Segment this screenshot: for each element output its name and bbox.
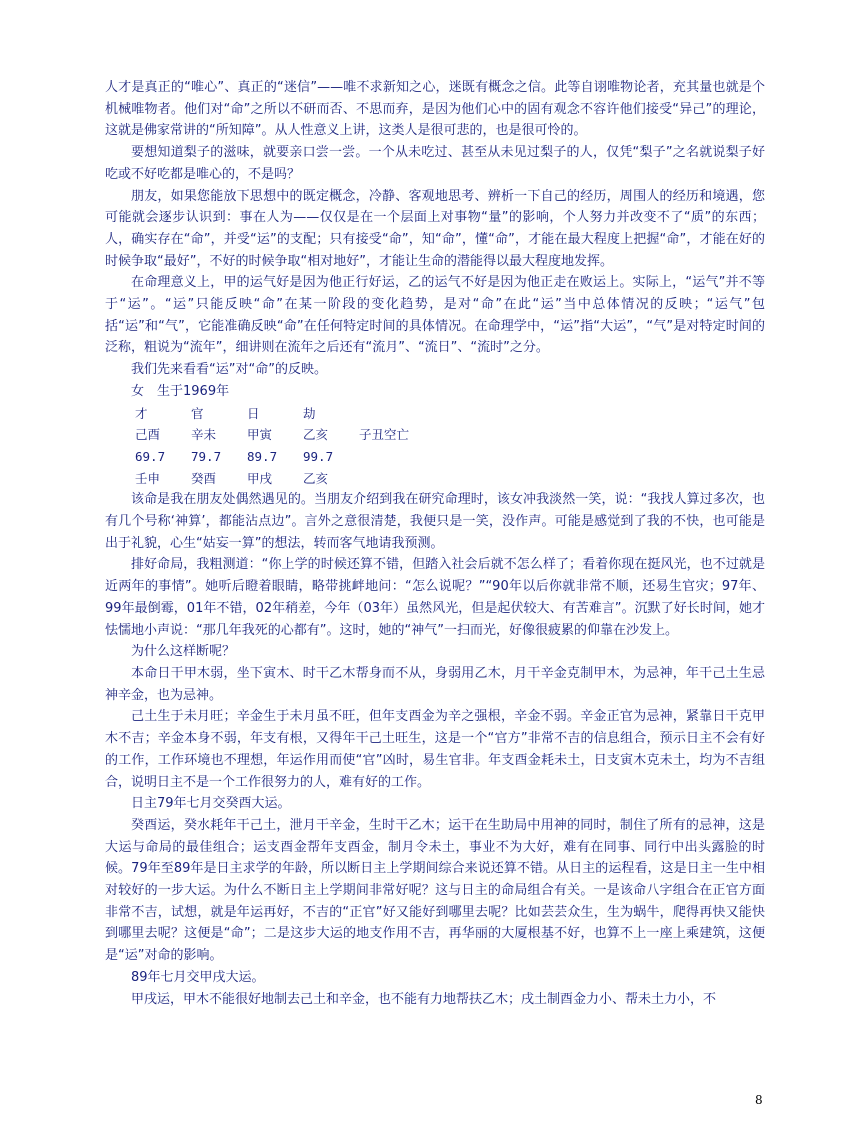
paragraph: 人才是真正的“唯心”、真正的“迷信”——唯不求新知之心，迷既有概念之信。此等自诩唯物论者，充其量也就是个机械唯物者。他们对“命”之所以不研而否、不思而弃，是因为他们心中的固有观念不容许他们接受“异己”的理论，这就是佛家常讲的“所知障”。从人性意义上讲，这类人是很可悲的，也是很可怜的。: [105, 80, 765, 139]
paragraph: 89年七月交甲戌大运。: [131, 969, 265, 985]
chart-cell: 乙亥: [303, 470, 329, 486]
chart-row-gods: [105, 403, 765, 425]
page-number: 8: [755, 1093, 763, 1107]
chart-cell: 乙亥: [303, 427, 329, 443]
paragraph: 要想知道梨子的滋味，就要亲口尝一尝。一个从未吃过、甚至从未见过梨子的人，仅凭“梨子”之名就说梨子好吃或不好吃都是唯心的，不是吗？: [105, 145, 765, 182]
chart-row-ages: [105, 446, 765, 468]
chart-row-luck: [105, 468, 765, 490]
paragraph: 该命是我在朋友处偶然遇见的。当朋友介绍到我在研究命理时，该女冲我淡然一笑，说：“我找人算过多次，也有几个号称‘神算’，都能沾点边”。言外之意很清楚，我便只是一笑，没作声。可能是感觉到了我的不快，也可能是出于礼貌，心生“姑妄一算”的想法，转而客气地请我预测。: [105, 492, 765, 551]
birth-line: 女 生于1969年: [131, 383, 230, 399]
chart-cell: 辛未: [191, 427, 217, 443]
paragraph: 己土生于未月旺；辛金生于未月虽不旺，但年支酉金为辛之强根，辛金不弱。辛金正官为忌神，紧靠日干克甲木不吉；辛金本身不弱，年支有根，又得年干己土旺生，这是一个“官方”非常不吉的信息组合，预示日主不会有好的工作，工作环境也不理想，年运作用而使“官”凶时，易生官非。年支酉金耗未土，日支寅木克未土，均为不吉组合，说明日主不是一个工作很努力的人，难有好的工作。: [105, 709, 765, 790]
paragraph: 日主79年七月交癸酉大运。: [131, 796, 291, 812]
paragraph: 在命理意义上，甲的运气好是因为他正行好运，乙的运气不好是因为他正走在败运上。实际上，“运气”并不等于“运”。“运”只能反映“命”在某一阶段的变化趋势，是对“命”在此“运”当中总体情况的反映；“运气”包括“运”和“气”，它能准确反映“命”在任何特定时间的具体情况。在命理学中，“运”指“大运”，“气”是对特定时间的泛称，粗说为“流年”，细讲则在流年之后还有“流月”、“流日”、“流时”之分。: [105, 275, 765, 356]
chart-cell: 89.7: [247, 448, 278, 464]
void-note: 子丑空亡: [359, 427, 410, 443]
chart-cell: 癸酉: [191, 470, 217, 486]
chart-cell: 才: [135, 405, 148, 421]
bazi-chart: [105, 403, 765, 490]
paragraphs-top: [105, 77, 765, 403]
chart-cell: 69.7: [135, 448, 166, 464]
chart-cell: 官: [191, 405, 204, 421]
chart-cell: 劫: [303, 405, 316, 421]
chart-cell: 己酉: [135, 427, 161, 443]
chart-cell: 日: [247, 405, 260, 421]
paragraph: 排好命局，我粗测道：“你上学的时候还算不错，但踏入社会后就不怎么样了；看着你现在挺风光，也不过就是近两年的事情”。她听后瞪着眼睛，略带挑衅地问：“怎么说呢？”“90年以后你就非常不顺，还易生官灾；97年、99年最倒霉，01年不错，02年稍差，今年（03年）虽然风光，但是起伏较大、有苦难言”。沉默了好长时间，她才怯懦地小声说：“那几年我死的心都有”。这时，她的“神气”一扫而光，好像很疲累的仰靠在沙发上。: [105, 557, 765, 638]
chart-cell: 甲寅: [247, 427, 273, 443]
chart-row-pillars: [105, 424, 765, 446]
chart-cell: 99.7: [303, 448, 334, 464]
paragraphs-bottom: [105, 489, 765, 1010]
chart-cell: 79.7: [191, 448, 222, 464]
paragraph: 本命日干甲木弱，坐下寅木、时干乙木帮身而不从，身弱用乙木，月干辛金克制甲木，为忌神，年干己土生忌神辛金，也为忌神。: [105, 665, 765, 703]
paragraph: 癸酉运，癸水耗年干己土，泄月干辛金，生时干乙木；运干在生助局中用神的同时，制住了所有的忌神，这是大运与命局的最佳组合；运支酉金帮年支酉金，制月令未土，事业不为大好，难有在同事、同行中出头露脸的时候。79年至89年是日主求学的年龄，所以断日主上学期间综合来说还算不错。从日主的运程看，这是日主一生中相对较好的一步大运。为什么不断日主上学期间非常好呢？这与日主的命局组合有关。一是该命八字组合在正官方面非常不吉，试想，就是年运再好，不吉的“正官”好又能好到哪里去呢？比如芸芸众生，生为蜗牛，爬得再快又能快到哪里去呢？这便是“命”；二是这步大运的地支作用不吉，再华丽的大厦根基不好，也算不上一座上乘建筑，这便是“运”对命的影响。: [105, 817, 765, 964]
paragraph: 为什么这样断呢？: [131, 644, 236, 660]
paragraph: 甲戌运，甲木不能很好地制去己土和辛金，也不能有力地帮扶乙木；戌土制酉金力小、帮未土力小，不: [131, 991, 717, 1007]
chart-cell: 壬申: [135, 470, 161, 486]
paragraph: 我们先来看看“运”对“命”的反映。: [131, 362, 327, 378]
chart-cell: 甲戌: [247, 470, 273, 486]
paragraph: 朋友，如果您能放下思想中的既定概念，冷静、客观地思考、辨析一下自己的经历，周围人的经历和境遇，您可能就会逐步认识到：事在人为——仅仅是在一个层面上对事物“量”的影响，个人努力并改变不了“质”的东西；人，确实存在“命”，并受“运”的支配；只有接受“命”，知“命”，懂“命”，才能在最大程度上把握“命”，才能在好的时候争取“最好”，不好的时候争取“相对地好”，才能让生命的潜能得以最大程度地发挥。: [105, 188, 765, 269]
page-body: [105, 77, 765, 1010]
